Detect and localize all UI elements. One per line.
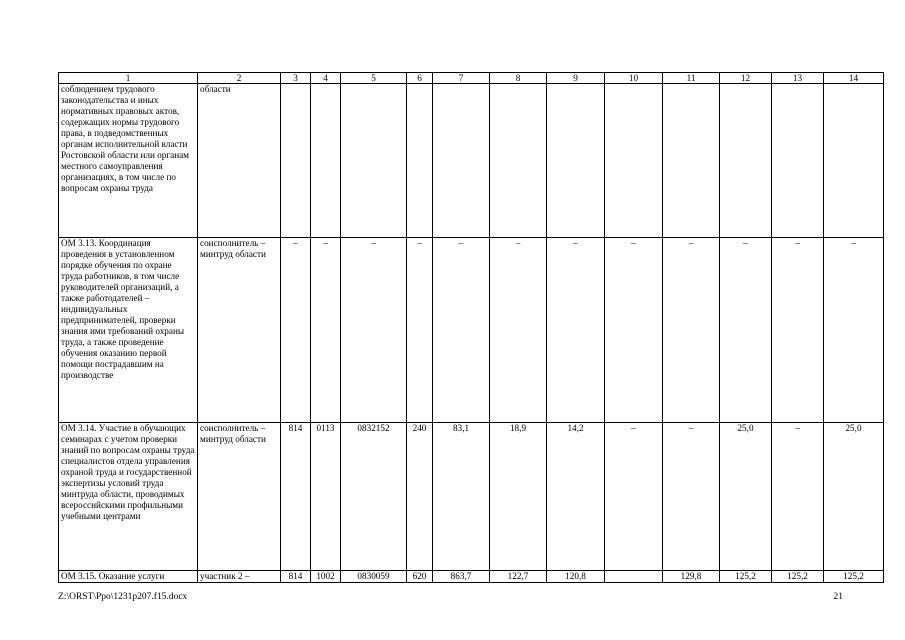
data-cell: –	[490, 238, 547, 423]
data-cell: –	[547, 238, 605, 423]
table-row	[59, 571, 884, 583]
activity-cell: ОМ 3.14. Участие в обучающих семинарах с учетом проверки знаний по вопросам охраны труда специалистов отдела управления охраной труда и государственной экспертизы условий труда минтруда области, проводимых всероссийскими профильными учебными центрами	[59, 423, 198, 571]
header-cell: 9	[547, 73, 605, 84]
header-cell: 8	[490, 73, 547, 84]
data-cell: –	[433, 238, 490, 423]
data-cell: –	[720, 238, 772, 423]
activity-cell: ОМ 3.13. Координация проведения в установленном порядке обучения по охране труда работников, в том числе руководителей организаций, а также работодателей – индивидуальных предпринимателей, проверки знания ими требований охраны труда, а также проведение обучения оказанию первой помощи пострадавшим на производстве	[59, 238, 198, 423]
data-cell: 0113	[311, 423, 341, 571]
page-number: 21	[833, 592, 843, 602]
data-cell	[433, 84, 490, 238]
data-cell	[824, 84, 884, 238]
table-row	[59, 84, 884, 238]
header-cell: 10	[605, 73, 663, 84]
data-cell	[281, 84, 311, 238]
data-cell	[720, 84, 772, 238]
data-cell: –	[772, 423, 824, 571]
data-cell: –	[772, 238, 824, 423]
data-cell	[605, 571, 663, 583]
data-cell	[772, 84, 824, 238]
data-cell: –	[605, 423, 663, 571]
executor-cell: соисполнитель – минтруд области	[198, 238, 281, 423]
header-cell: 12	[720, 73, 772, 84]
table-row	[59, 423, 884, 571]
data-cell: 120,8	[547, 571, 605, 583]
data-cell	[605, 84, 663, 238]
activity-cell: ОМ 3.15. Оказание услуги	[59, 571, 198, 583]
header-cell: 5	[341, 73, 407, 84]
data-cell: –	[663, 238, 720, 423]
data-cell: 25,0	[824, 423, 884, 571]
table-row	[59, 238, 884, 423]
data-cell: –	[663, 423, 720, 571]
data-cell: 240	[407, 423, 433, 571]
header-cell: 7	[433, 73, 490, 84]
data-cell: 0830059	[341, 571, 407, 583]
data-cell	[407, 84, 433, 238]
data-cell: 0832152	[341, 423, 407, 571]
data-cell: 125,2	[772, 571, 824, 583]
data-cell: –	[311, 238, 341, 423]
data-cell: 125,2	[720, 571, 772, 583]
data-cell: 122,7	[490, 571, 547, 583]
data-cell	[341, 84, 407, 238]
data-cell: 814	[281, 423, 311, 571]
header-cell: 1	[59, 73, 198, 84]
data-cell: –	[341, 238, 407, 423]
data-cell: 620	[407, 571, 433, 583]
data-cell: –	[824, 238, 884, 423]
data-cell: 863,7	[433, 571, 490, 583]
data-cell: 83,1	[433, 423, 490, 571]
data-cell: 1002	[311, 571, 341, 583]
footer-file-path: Z:\ORST\Ppo\1231p207.f15.docx	[58, 592, 188, 602]
header-cell: 6	[407, 73, 433, 84]
activity-cell: соблюдением трудового законодательства и иных нормативных правовых актов, содержащих нормы трудового права, в подведомственных органам исполнительной власти Ростовской области или органам местного самоуправления организациях, в том числе по вопросам охраны труда	[59, 84, 198, 238]
header-cell: 14	[824, 73, 884, 84]
data-cell: 129,8	[663, 571, 720, 583]
executor-cell: участник 2 –	[198, 571, 281, 583]
data-cell	[547, 84, 605, 238]
data-cell: 25,0	[720, 423, 772, 571]
data-cell	[311, 84, 341, 238]
executor-cell: области	[198, 84, 281, 238]
executor-cell: соисполнитель – минтруд области	[198, 423, 281, 571]
header-cell: 2	[198, 73, 281, 84]
data-cell: –	[281, 238, 311, 423]
program-activities-table	[58, 72, 884, 583]
table-header-row	[59, 73, 884, 84]
data-cell: 18,9	[490, 423, 547, 571]
header-cell: 3	[281, 73, 311, 84]
header-cell: 4	[311, 73, 341, 84]
header-cell: 11	[663, 73, 720, 84]
data-cell	[663, 84, 720, 238]
data-cell: 14,2	[547, 423, 605, 571]
data-cell: 125,2	[824, 571, 884, 583]
header-cell: 13	[772, 73, 824, 84]
data-cell: –	[605, 238, 663, 423]
data-cell: –	[407, 238, 433, 423]
data-cell	[490, 84, 547, 238]
data-cell: 814	[281, 571, 311, 583]
